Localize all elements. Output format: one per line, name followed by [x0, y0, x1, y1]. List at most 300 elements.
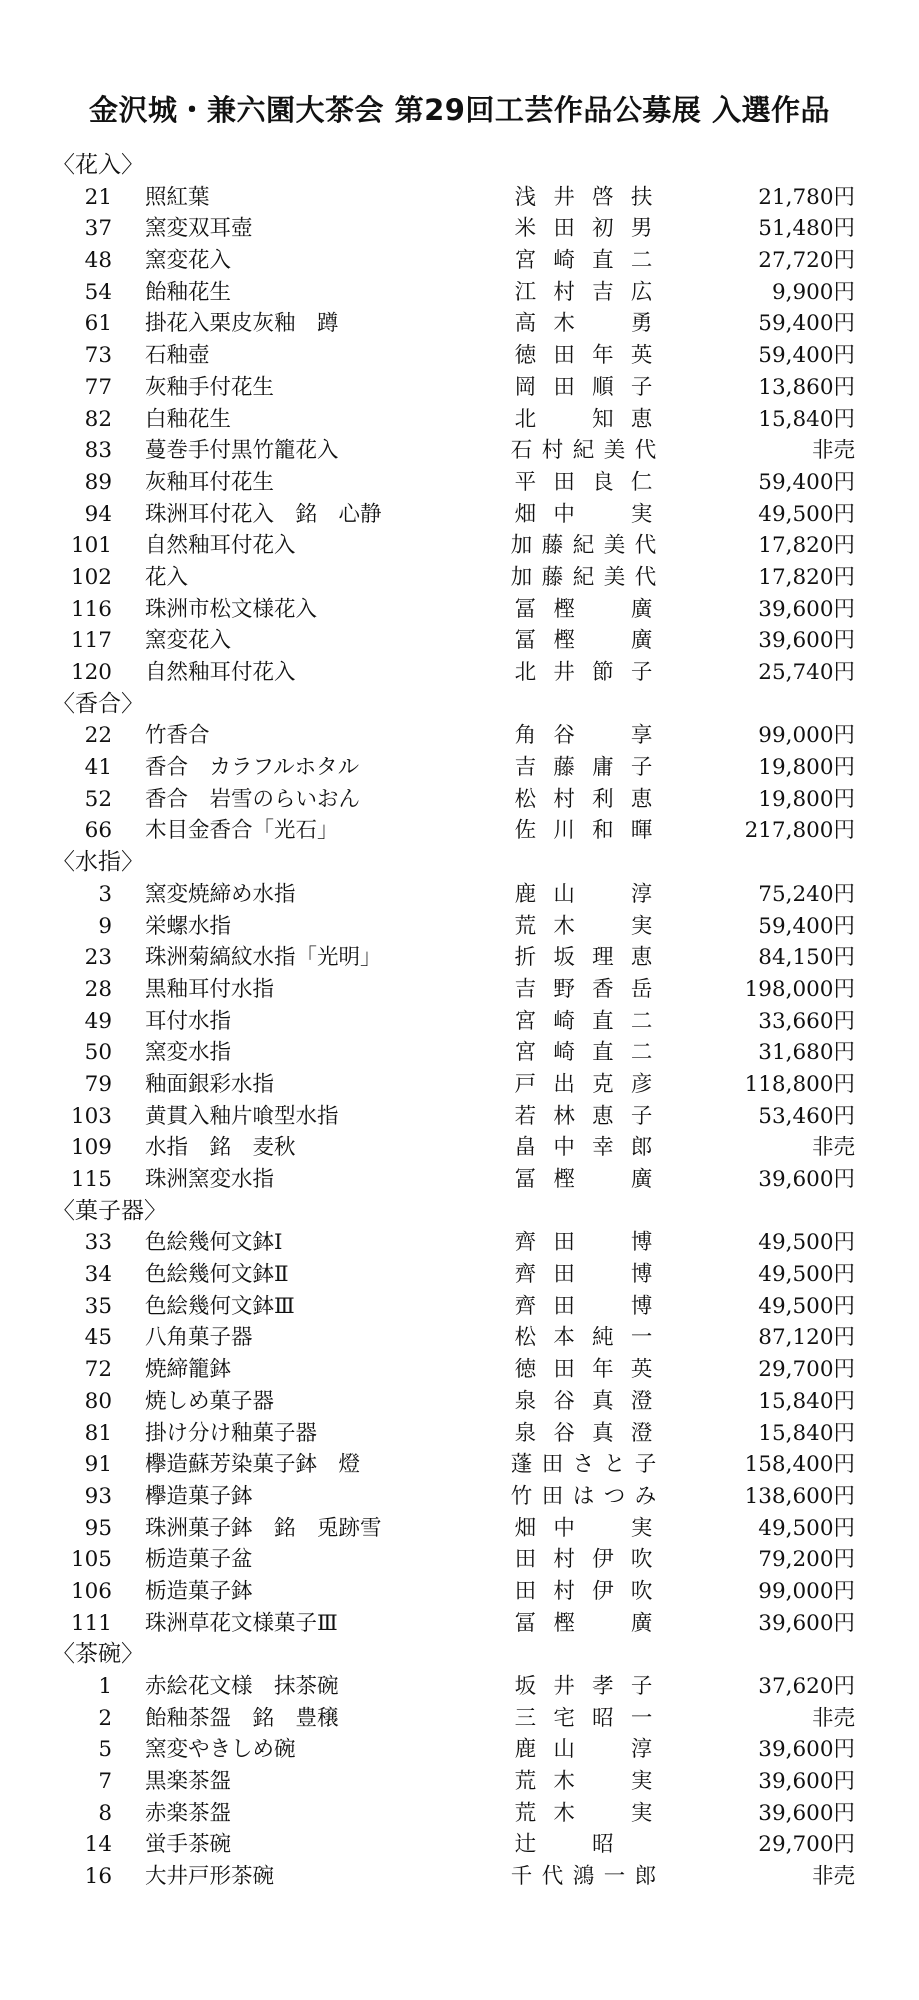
artist-char: 木	[553, 913, 575, 939]
entry-row	[0, 1513, 919, 1545]
entry-title: 珠洲耳付花入 銘 心静	[145, 501, 382, 527]
artist-char: 節	[592, 660, 614, 685]
artist-char: 角	[514, 723, 537, 749]
artist-char: 山	[553, 1737, 575, 1763]
entry-price: 39,600円	[758, 1167, 855, 1192]
artist-char: 勇	[630, 311, 653, 337]
entry-row	[0, 1291, 919, 1323]
artist-char: 佐	[514, 818, 537, 844]
artist-char: 子	[634, 1452, 657, 1478]
entry-row	[0, 1449, 919, 1481]
entry-price: 15,840円	[758, 406, 855, 432]
artist-char	[584, 594, 623, 626]
artist-char: 畠	[514, 1135, 537, 1161]
entry-title: 窯変花入	[145, 248, 232, 274]
entry-artist	[506, 1671, 661, 1703]
artist-char: 利	[592, 786, 614, 812]
artist-char: 齊	[514, 1293, 537, 1319]
entry-price: 138,600円	[744, 1483, 855, 1509]
entry-title: 掛花入栗皮灰釉 蹲	[145, 311, 339, 337]
entry-row	[0, 879, 919, 911]
artist-char: 代	[634, 564, 657, 590]
entry-title: 珠洲草花文様菓子Ⅲ	[145, 1610, 338, 1636]
artist-char: は	[572, 1483, 595, 1509]
entry-artist	[506, 1322, 661, 1354]
artist-char: 本	[553, 1325, 575, 1351]
entry-row	[0, 404, 919, 436]
entry-number: 72	[84, 1357, 112, 1383]
entry-artist	[506, 277, 661, 309]
entry-number: 28	[84, 976, 112, 1002]
entry-artist	[506, 1132, 661, 1164]
artist-char: 廣	[630, 1610, 653, 1636]
artist-char: 香	[592, 976, 614, 1002]
entry-row	[0, 974, 919, 1006]
entry-artist	[506, 1037, 661, 1069]
entry-title: 釉面銀彩水指	[145, 1071, 275, 1097]
artist-char	[584, 720, 623, 752]
artist-char: 郎	[630, 1135, 653, 1161]
artist-char: 吹	[630, 1578, 653, 1604]
entry-price: 49,500円	[758, 501, 855, 527]
entry-artist	[506, 1513, 661, 1545]
entry-title: 窯変花入	[145, 628, 232, 654]
artist-char: と	[603, 1452, 626, 1478]
artist-char: 廣	[630, 596, 653, 622]
artist-char: 石	[510, 438, 533, 464]
entry-number: 21	[84, 184, 112, 210]
entry-artist	[506, 879, 661, 911]
entry-row	[0, 1671, 919, 1703]
entry-number: 79	[84, 1071, 112, 1097]
artist-char: 博	[630, 1230, 653, 1256]
entry-number: 91	[84, 1452, 112, 1478]
entry-number: 3	[98, 881, 112, 907]
entry-artist	[506, 372, 661, 404]
entry-artist	[506, 1766, 661, 1798]
artist-char: 加	[510, 533, 533, 559]
artist-char	[584, 1164, 623, 1196]
artist-char: 村	[541, 438, 564, 464]
artist-char: 紀	[572, 533, 595, 559]
entry-title: 窯変双耳壺	[145, 216, 253, 242]
artist-char: 二	[630, 1008, 653, 1034]
artist-char: 仁	[630, 469, 653, 495]
entry-title: 灰釉手付花生	[145, 374, 275, 400]
entry-artist	[506, 1861, 661, 1893]
artist-char: 恵	[630, 786, 653, 812]
artist-char: 真	[592, 1420, 614, 1446]
artist-char: 川	[553, 818, 575, 844]
artist-char: 高	[514, 311, 537, 337]
artist-char: 藤	[541, 533, 564, 559]
entry-number: 80	[84, 1388, 112, 1414]
artist-char: 恵	[630, 406, 653, 432]
entry-title: 窯変水指	[145, 1040, 232, 1066]
artist-char: 徳	[514, 1357, 537, 1383]
entry-row	[0, 942, 919, 974]
entry-price: 39,600円	[758, 596, 855, 622]
entry-number: 101	[70, 533, 112, 559]
entry-number: 5	[98, 1737, 112, 1763]
artist-char: 田	[553, 1357, 575, 1383]
artist-char: 直	[592, 1008, 614, 1034]
entry-number: 7	[98, 1769, 112, 1795]
entry-artist	[506, 1227, 661, 1259]
entry-row	[0, 182, 919, 214]
entry-row	[0, 1006, 919, 1038]
artist-char: 孝	[592, 1674, 614, 1699]
artist-char: 和	[592, 818, 614, 844]
entry-price: 19,800円	[758, 786, 855, 812]
entry-number: 93	[84, 1483, 112, 1509]
artist-char: 博	[630, 1262, 653, 1288]
artist-char: 岳	[630, 976, 653, 1002]
artist-char: 克	[592, 1071, 614, 1097]
artist-char: 一	[603, 1864, 626, 1890]
artist-char: 啓	[592, 184, 614, 210]
artist-char: 木	[553, 1800, 575, 1826]
artist-char: 冨	[514, 628, 537, 654]
entry-row	[0, 1322, 919, 1354]
entry-row	[0, 1164, 919, 1196]
entry-row	[0, 1734, 919, 1766]
entry-number: 52	[84, 786, 112, 812]
entry-artist	[506, 404, 661, 436]
artist-char: 子	[630, 1103, 653, 1129]
entry-number: 82	[84, 406, 112, 432]
artist-char: 澄	[630, 1420, 653, 1446]
entry-row	[0, 1227, 919, 1259]
artist-char: 一	[630, 1705, 653, 1731]
artist-char	[584, 879, 623, 911]
entry-artist	[506, 1291, 661, 1323]
entry-row	[0, 1418, 919, 1450]
entry-title: 蛍手茶碗	[145, 1832, 232, 1858]
entry-title: 欅造蘇芳染菓子鉢 燈	[145, 1452, 361, 1478]
entry-number: 103	[70, 1103, 112, 1129]
artist-char: 加	[510, 564, 533, 590]
entry-row	[0, 245, 919, 277]
entry-artist	[506, 1259, 661, 1291]
entry-price: 49,500円	[758, 1262, 855, 1288]
artist-char: 戸	[514, 1071, 537, 1097]
entry-number: 23	[84, 945, 112, 971]
artist-char	[545, 1829, 584, 1861]
entry-artist	[506, 1354, 661, 1386]
entry-artist	[506, 182, 661, 214]
entry-row	[0, 1101, 919, 1133]
entry-number: 115	[70, 1167, 112, 1192]
entry-number: 48	[84, 248, 112, 274]
entry-artist	[506, 752, 661, 784]
artist-char: 昭	[592, 1832, 614, 1858]
entry-price: 29,700円	[758, 1357, 855, 1383]
entry-price: 非売	[811, 1864, 855, 1890]
artist-char: 田	[553, 1293, 575, 1319]
entry-artist	[506, 1006, 661, 1038]
entry-row	[0, 435, 919, 467]
artist-char: 齊	[514, 1262, 537, 1288]
entry-price: 59,400円	[758, 469, 855, 495]
entry-artist	[506, 1164, 661, 1196]
artist-char: 米	[514, 216, 537, 242]
artist-char: 谷	[553, 723, 575, 749]
artist-char: 村	[553, 786, 575, 812]
entry-price: 59,400円	[758, 343, 855, 369]
entry-artist	[506, 1703, 661, 1735]
artist-char	[545, 404, 584, 436]
artist-char: 藤	[541, 564, 564, 590]
entry-row	[0, 911, 919, 943]
artist-char: 実	[630, 1800, 653, 1826]
entry-price: 29,700円	[758, 1832, 855, 1858]
artist-char	[584, 1608, 623, 1640]
artist-char: 鴻	[572, 1864, 595, 1890]
section-heading: 〈花入〉	[52, 152, 144, 178]
artist-char: 樫	[553, 596, 575, 622]
artist-char: 井	[553, 1674, 575, 1699]
entry-number: 8	[98, 1800, 112, 1826]
entry-row	[0, 1608, 919, 1640]
entry-title: 黒楽茶盌	[145, 1769, 232, 1795]
entry-row	[0, 625, 919, 657]
entry-title: 栃造菓子鉢	[145, 1578, 253, 1604]
entry-price: 非売	[811, 1705, 855, 1731]
entry-number: 89	[84, 469, 112, 495]
entry-price: 39,600円	[758, 1769, 855, 1795]
artist-char: 美	[603, 533, 626, 559]
entry-row	[0, 1576, 919, 1608]
artist-char: 折	[514, 945, 537, 971]
entry-artist	[506, 530, 661, 562]
entry-title: 水指 銘 麦秋	[145, 1135, 296, 1161]
entry-row	[0, 1861, 919, 1893]
entry-number: 105	[70, 1547, 112, 1573]
artist-char: 恵	[630, 945, 653, 971]
entry-row	[0, 720, 919, 752]
entry-row	[0, 1481, 919, 1513]
entry-number: 116	[70, 596, 112, 622]
entry-price: 33,660円	[758, 1008, 855, 1034]
artist-char: 良	[592, 469, 614, 495]
entry-row	[0, 1766, 919, 1798]
entry-row	[0, 1132, 919, 1164]
entry-number: 50	[84, 1040, 112, 1066]
artist-char: 冨	[514, 1610, 537, 1636]
entry-title: 飴釉花生	[145, 279, 232, 305]
artist-char: 実	[630, 1769, 653, 1795]
artist-char: 冨	[514, 1167, 537, 1192]
entry-title: 黒釉耳付水指	[145, 976, 275, 1002]
artist-char: 若	[514, 1103, 537, 1129]
artist-char: 知	[592, 406, 614, 432]
entry-row	[0, 752, 919, 784]
entry-artist	[506, 340, 661, 372]
artist-char: 三	[514, 1705, 537, 1731]
entry-price: 17,820円	[758, 533, 855, 559]
entry-artist	[506, 1101, 661, 1133]
entry-number: 111	[70, 1610, 112, 1636]
entry-title: 八角菓子器	[145, 1325, 253, 1351]
artist-char: 廣	[630, 628, 653, 654]
entry-title: 珠洲菓子鉢 銘 兎跡雪	[145, 1515, 382, 1541]
artist-char: 庸	[592, 755, 614, 781]
entry-row	[0, 1069, 919, 1101]
section-heading: 〈茶碗〉	[52, 1641, 144, 1668]
entry-price: 158,400円	[744, 1452, 855, 1478]
artist-char: 美	[603, 564, 626, 590]
entry-artist	[506, 562, 661, 594]
artist-char: 淳	[630, 881, 653, 907]
entry-row	[0, 1544, 919, 1576]
artist-char: 野	[553, 976, 575, 1002]
artist-char: 田	[553, 1262, 575, 1288]
entry-artist	[506, 467, 661, 499]
entry-row	[0, 499, 919, 531]
entry-price: 59,400円	[758, 913, 855, 939]
artist-char: 松	[514, 1325, 537, 1351]
entry-title: 焼しめ菓子器	[145, 1388, 275, 1414]
entry-title: 香合 岩雪のらいおん	[145, 786, 361, 812]
artist-char: 崎	[553, 248, 575, 274]
entry-number: 22	[84, 723, 112, 749]
entry-artist	[506, 1829, 661, 1861]
entry-artist	[506, 720, 661, 752]
artist-char: 代	[634, 533, 657, 559]
entry-number: 2	[98, 1705, 112, 1731]
entry-number: 54	[84, 279, 112, 305]
entry-artist	[506, 1069, 661, 1101]
artist-char: 中	[553, 1135, 575, 1161]
artist-char: 紀	[572, 564, 595, 590]
artist-char: 英	[630, 343, 653, 369]
artist-char	[584, 1227, 623, 1259]
entry-row	[0, 562, 919, 594]
entry-number: 81	[84, 1420, 112, 1446]
entry-price: 21,780円	[758, 184, 855, 210]
artist-char: 荒	[514, 1800, 537, 1826]
artist-char	[584, 625, 623, 657]
entry-title: 栄螺水指	[145, 913, 232, 939]
entry-artist	[506, 1481, 661, 1513]
entry-number: 41	[84, 755, 112, 781]
entry-price: 9,900円	[771, 279, 855, 305]
entry-title: 竹香合	[145, 723, 210, 749]
artist-char: 二	[630, 1040, 653, 1066]
entry-artist	[506, 1386, 661, 1418]
artist-char: 鹿	[514, 1737, 537, 1763]
entry-list	[0, 150, 919, 1893]
entry-title: 窯変やきしめ碗	[145, 1737, 296, 1763]
artist-char: 暉	[630, 818, 653, 844]
entry-number: 45	[84, 1325, 112, 1351]
entry-number: 49	[84, 1008, 112, 1034]
entry-price: 217,800円	[744, 818, 855, 844]
entry-title: 珠洲菊縞紋水指「光明」	[145, 945, 382, 971]
entry-row	[0, 277, 919, 309]
entry-artist	[506, 1608, 661, 1640]
entry-artist	[506, 308, 661, 340]
artist-char: 千	[510, 1864, 533, 1890]
artist-char: 井	[553, 184, 575, 210]
artist-char: 宅	[553, 1705, 575, 1731]
entry-price: 17,820円	[758, 564, 855, 590]
artist-char: 谷	[553, 1420, 575, 1446]
artist-char: 昭	[592, 1705, 614, 1731]
artist-char: 実	[630, 501, 653, 527]
artist-char: 年	[592, 1357, 614, 1383]
artist-char: 平	[514, 469, 537, 495]
artist-char: 順	[592, 374, 614, 400]
entry-title: 香合 カラフルホタル	[145, 755, 360, 781]
entry-title: 飴釉茶盌 銘 豊穣	[145, 1705, 339, 1731]
artist-char: 一	[630, 1325, 653, 1351]
artist-char: 谷	[553, 1388, 575, 1414]
artist-char: 辻	[514, 1832, 537, 1858]
artist-char: み	[634, 1483, 657, 1509]
artist-char: 郎	[634, 1864, 657, 1890]
entry-number: 16	[84, 1864, 112, 1890]
entry-title: 焼締籠鉢	[145, 1357, 232, 1383]
artist-char: 紀	[572, 438, 595, 464]
entry-price: 39,600円	[758, 628, 855, 654]
artist-char: 初	[592, 216, 614, 242]
entry-price: 非売	[811, 1135, 855, 1161]
entry-title: 欅造菓子鉢	[145, 1483, 253, 1509]
entry-price: 13,860円	[758, 374, 855, 400]
entry-number: 106	[70, 1578, 112, 1604]
entry-artist	[506, 435, 661, 467]
entry-title: 珠洲市松文様花入	[145, 596, 318, 622]
entry-price: 198,000円	[744, 976, 855, 1002]
entry-artist	[506, 1418, 661, 1450]
artist-char: 純	[592, 1325, 614, 1351]
artist-char: 樫	[553, 1610, 575, 1636]
artist-char: 徳	[514, 343, 537, 369]
artist-char: 山	[553, 881, 575, 907]
entry-number: 61	[84, 311, 112, 337]
artist-char: 冨	[514, 596, 537, 622]
artist-char: 田	[553, 374, 575, 400]
entry-price: 39,600円	[758, 1800, 855, 1826]
entry-number: 109	[70, 1135, 112, 1161]
artist-char: 吹	[630, 1547, 653, 1573]
entry-number: 35	[84, 1293, 112, 1319]
artist-char: 藤	[553, 755, 575, 781]
artist-char: 直	[592, 248, 614, 274]
entry-title: 照紅葉	[145, 184, 210, 210]
artist-char: 竹	[510, 1483, 533, 1509]
artist-char: 宮	[514, 248, 537, 274]
artist-char: 木	[553, 311, 575, 337]
entry-row	[0, 530, 919, 562]
artist-char: つ	[603, 1483, 626, 1509]
entry-row	[0, 657, 919, 689]
entry-artist	[506, 594, 661, 626]
artist-char: 岡	[514, 374, 537, 400]
entry-price: 75,240円	[758, 881, 855, 907]
artist-char: 宮	[514, 1008, 537, 1034]
artist-char: 出	[553, 1071, 575, 1097]
entry-price: 非売	[811, 438, 855, 464]
artist-char: 北	[514, 406, 537, 432]
entry-title: 赤楽茶盌	[145, 1800, 232, 1826]
artist-char	[584, 1798, 623, 1830]
entry-price: 27,720円	[758, 248, 855, 274]
entry-artist	[506, 974, 661, 1006]
artist-char: 樫	[553, 1167, 575, 1192]
